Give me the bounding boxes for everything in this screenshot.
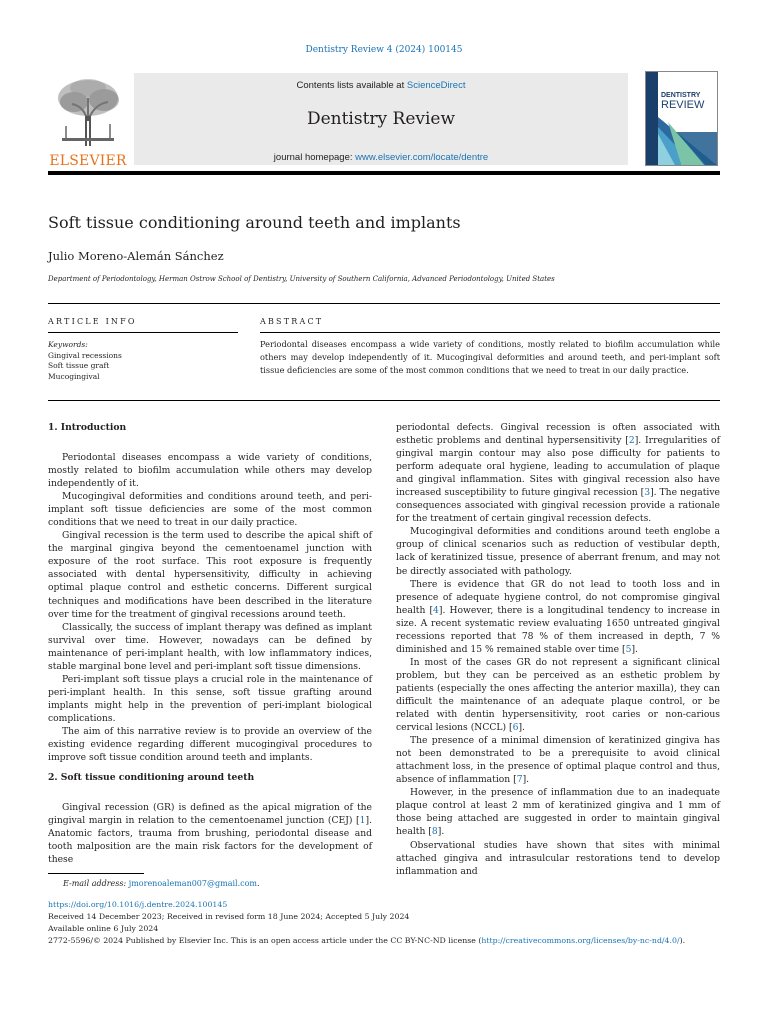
citation-link[interactable]: 3 — [644, 487, 651, 499]
keyword-item: Gingival recessions — [48, 350, 122, 360]
paragraph: The presence of a minimal dimension of keratinized gingiva has not been demonstrated to be a prerequisite to avoid clinical attachment loss, in the presence of optimal plaque control and thus, absence of inflammation [7]. — [396, 735, 720, 786]
citation-link[interactable]: 6 — [512, 722, 519, 734]
abstract-heading: ABSTRACT — [260, 317, 324, 326]
divider-bottom — [48, 400, 720, 401]
homepage-prefix: journal homepage: — [273, 152, 356, 163]
cover-title-line1: DENTISTRY — [661, 92, 701, 99]
section-heading-soft-tissue-teeth: 2. Soft tissue conditioning around teeth — [48, 772, 255, 784]
doi-link[interactable]: https://doi.org/10.1016/j.dentre.2024.100145 — [48, 900, 228, 909]
cover-art-icon — [646, 72, 718, 166]
citation-link[interactable]: 5 — [625, 643, 632, 655]
keyword-item: Soft tissue graft — [48, 361, 110, 370]
paragraph: Peri-implant soft tissue plays a crucial role in the maintenance of peri-implant health. In this sense, soft tissue grafting around implants might help in the prevention of peri-implant biological complications. — [48, 673, 372, 724]
paragraph: However, in the presence of inflammation due to an inadequate plaque control at least 2 mm of keratinized gingiva and 1 mm of those being attached are suggested in order to maintain gingival health [8]. — [396, 787, 720, 838]
paragraph: periodontal defects. Gingival recession is often associated with esthetic problems and dentinal hypersensitivity [2]. Irregularities of gingival margin contour may also pose difficulty for patients to perform adequate oral hygiene, leading to accumulation of plaque and gingival inflammation. Sites with gingival recession also have increased susceptibility to future gingival recession [3]. The negative consequences associated with gingival recession provide a rationale for the treatment of certain gingival recession defects. — [396, 422, 720, 525]
keyword-item: Mucogingival — [48, 371, 100, 381]
divider-top — [48, 303, 720, 304]
citation-link[interactable]: 2 — [628, 435, 635, 447]
journal-cover-image — [645, 71, 718, 166]
paragraph: The aim of this narrative review is to provide an overview of the existing evidence regarding different mucogingival procedures to improve soft tissue condition around teeth and implants. — [48, 725, 372, 764]
journal-homepage-link[interactable]: www.elsevier.com/locate/dentre — [355, 152, 489, 163]
masthead-rule — [48, 171, 720, 175]
citation-link[interactable]: 7 — [516, 774, 523, 786]
homepage-line — [134, 152, 628, 163]
paragraph: Periodontal diseases encompass a wide variety of conditions, mostly related to biofilm accumulation while others may develop independently of it. — [48, 452, 372, 490]
elsevier-logo — [48, 76, 128, 169]
citation-link[interactable]: 1 — [359, 815, 366, 827]
sciencedirect-link[interactable]: ScienceDirect — [406, 80, 466, 91]
body-column-left — [48, 421, 372, 866]
paragraph: Gingival recession is the term used to describe the apical shift of the marginal gingiva beyond the cementoenamel junction with exposure of the root surface. This root exposure is frequently associated with dental hypersensitivity, difficulty in achieving optimal plaque control and esthetic concerns. Different surgical techniques and modifications have been described in the literature over time for the treatment of gingival recessions around teeth. — [48, 530, 372, 620]
body-column-right — [396, 421, 720, 878]
publisher-wordmark: ELSEVIER — [49, 153, 127, 169]
email-footnote: E-mail address: jmorenoaleman007@gmail.com. — [63, 879, 260, 888]
received-dates: Received 14 December 2023; Received in revised form 18 June 2024; Accepted 5 July 2024 — [48, 912, 410, 921]
paragraph: Mucogingival deformities and conditions around teeth englobe a group of clinical scenarios such as reduction of vestibular depth, lack of keratinized tissue, presence of aberrant frenum, and may not be directly associated with pathology. — [396, 526, 720, 577]
keywords-label: Keywords: — [48, 340, 88, 349]
available-online: Available online 6 July 2024 — [48, 924, 159, 933]
elsevier-tree-icon — [52, 76, 124, 148]
masthead — [48, 71, 720, 167]
cover-title-line2: REVIEW — [661, 99, 705, 111]
journal-reference[interactable]: Dentistry Review 4 (2024) 100145 — [305, 45, 463, 55]
email-label: E-mail address: — [63, 879, 127, 888]
author-affiliation: Department of Periodontology, Herman Ostrow School of Dentistry, University of Southern California, Advanced Periodontology, United States — [48, 275, 555, 283]
paragraph: Mucogingival deformities and conditions around teeth, and peri-implant soft tissue deficiencies are some of the most common conditions that we need to treat in our daily practice. — [48, 491, 372, 529]
footnote-rule — [48, 873, 144, 874]
contents-line — [134, 80, 628, 91]
article-info-rule — [48, 332, 238, 333]
journal-title: Dentistry Review — [306, 109, 456, 129]
abstract-text: Periodontal diseases encompass a wide variety of conditions, mostly related to biofilm accumulation while others may develop independently of it. Mucogingival deformities and around teeth, and peri-implant soft tissue deficiencies are some of the most common conditions that we need to treat in our daily practice. — [260, 339, 720, 375]
author-name[interactable]: Julio Moreno-Alemán Sánchez — [48, 249, 224, 263]
paragraph: There is evidence that GR do not lead to tooth loss and in presence of adequate hygiene control, do not compromise gingival health [4]. However, there is a longitudinal tendency to increase in size. A recent systematic review evaluating 1650 untreated gingival recessions reported that 78 % of them increased in depth, 7 % diminished and 15 % remained stable over time [5]. — [396, 578, 720, 655]
contents-prefix: Contents lists available at — [296, 80, 407, 91]
paragraph: In most of the cases GR do not represent a significant clinical problem, but they can be perceived as an esthetic problem by patients (especially the ones affecting the anterior maxilla), they can difficult the maintenance of an adequate plaque control, or be related with dentin hypersensitivity, root caries or non-carious cervical lesions (NCCL) [6]. — [396, 656, 720, 734]
license-line: 2772-5596/© 2024 Published by Elsevier Inc. This is an open access article under the CC BY-NC-ND license (http://creativecommons.org/licenses/by-nc-nd/4.0/). — [48, 936, 686, 945]
keywords-block — [48, 340, 238, 382]
abstract-rule — [260, 332, 720, 333]
paragraph: Observational studies have shown that sites with minimal attached gingiva and intrasulcular restorations tend to develop inflammation and — [396, 839, 720, 877]
citation-link[interactable]: 8 — [431, 826, 438, 838]
article-info-heading: ARTICLE INFO — [48, 317, 137, 326]
citation-link[interactable]: 4 — [433, 604, 439, 616]
journal-banner — [134, 73, 628, 165]
paragraph: Gingival recession (GR) is defined as the apical migration of the gingival margin in relation to the cementoenamel junction (CEJ) [1]. Anatomic factors, trauma from brushing, periodontal disease and tooth malposition are the main risk factors for the development of these — [48, 802, 372, 866]
section-heading-introduction: 1. Introduction — [48, 422, 127, 433]
license-link[interactable]: http://creativecommons.org/licenses/by-nc-nd/4.0/ — [481, 936, 680, 945]
email-link[interactable]: jmorenoaleman007@gmail.com — [128, 879, 258, 888]
article-title: Soft tissue conditioning around teeth and implants — [48, 213, 461, 232]
paragraph: Classically, the success of implant therapy was defined as implant survival over time. However, nowadays can be defined by maintenance of peri-implant health, with low inflammatory indices, stable marginal bone level and peri-implant soft tissue dimensions. — [48, 621, 372, 672]
